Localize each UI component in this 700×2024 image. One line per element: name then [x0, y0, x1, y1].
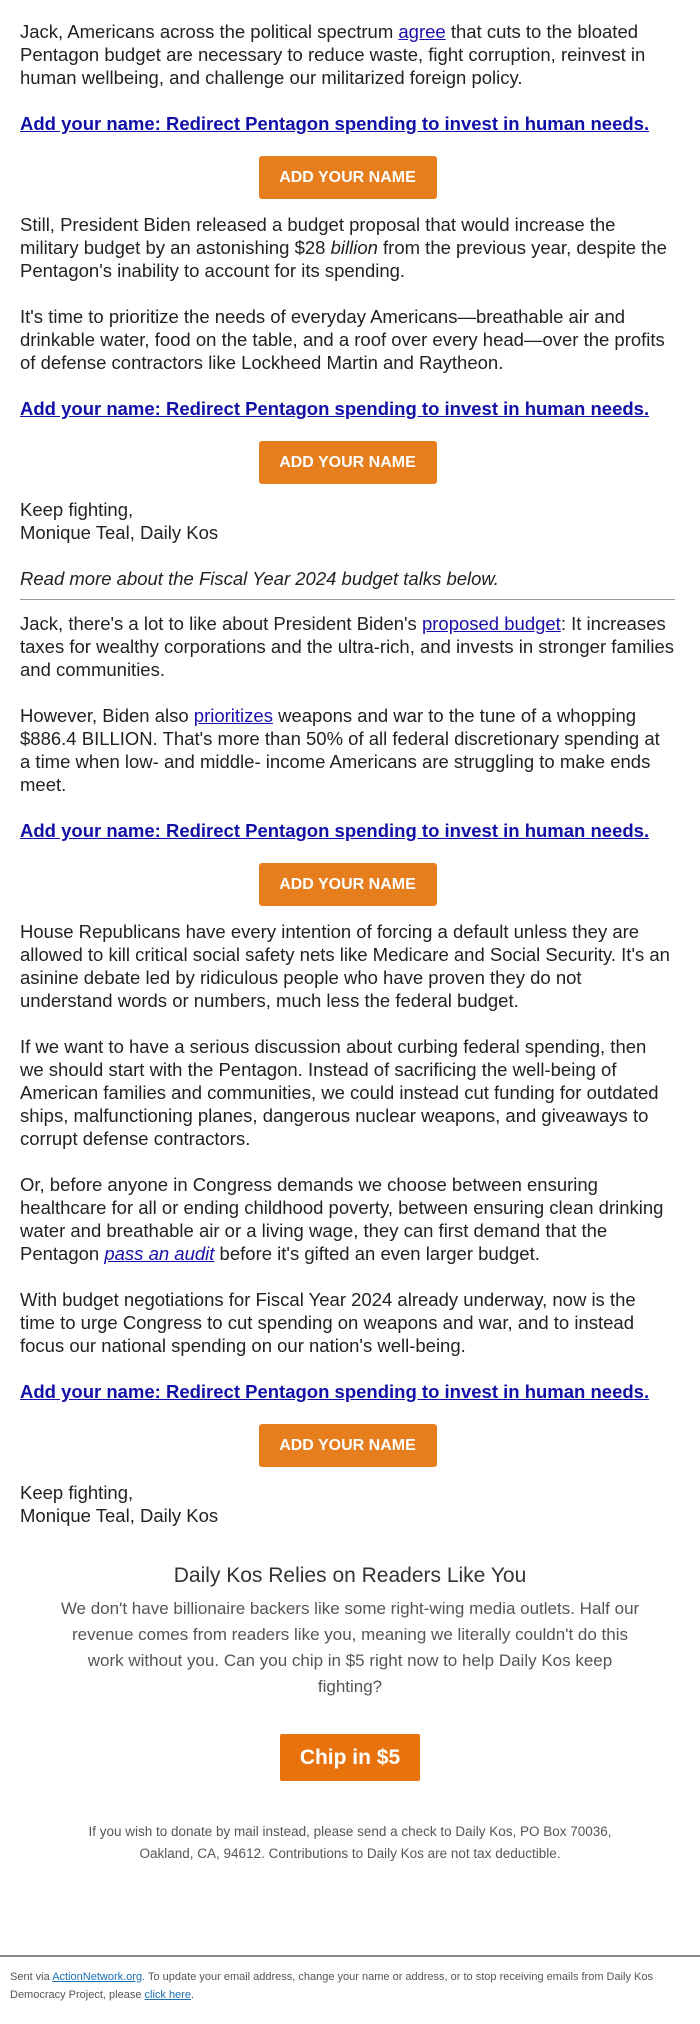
add-your-name-button[interactable]: ADD YOUR NAME [259, 441, 437, 484]
footer-divider [0, 1955, 700, 1957]
paragraph: Or, before anyone in Congress demands we choose between ensuring healthcare for all or ending childhood poverty, between ensuring clean drinking water and breathable air or a living wage, they can first demand that the Pentagon pass an audit before it's gifted an even larger budget. [20, 1174, 664, 1264]
paragraph: However, Biden also prioritizes weapons and war to the tune of a whopping $886.4 BILLION. That's more than 50% of all federal discretionary spending at a time when low- and middle- income Americans are struggling to make ends meet. [20, 705, 660, 795]
pass-an-audit-link[interactable]: pass an audit [104, 1243, 215, 1264]
add-name-link[interactable]: Add your name: Redirect Pentagon spending to invest in human needs. [20, 113, 650, 134]
support-body: We don't have billionaire backers like some right-wing media outlets. Half our revenue comes from readers like you, meaning we literally couldn't do this work without you. Can you chip in $5 right now to help Daily Kos keep fighting? [60, 1599, 640, 1696]
divider [20, 599, 675, 600]
add-name-link[interactable]: Add your name: Redirect Pentagon spending to invest in human needs. [20, 820, 650, 841]
agree-link[interactable]: agree [398, 21, 446, 42]
support-heading: Daily Kos Relies on Readers Like You [173, 1564, 527, 1587]
paragraph: Jack, there's a lot to like about President Biden's proposed budget: It increases taxes for wealthy corporations and the ultra-rich, and invests in stronger families and communities. [20, 613, 674, 680]
paragraph: If we want to have a serious discussion about curbing federal spending, then we should start with the Pentagon. Instead of sacrificing the well-being of American families and communities, we could instead cut funding for outdated ships, malfunctioning planes, dangerous nuclear weapons, and giveaways to corrupt defense contractors. [20, 1036, 659, 1149]
actionnetwork-link[interactable]: ActionNetwork.org [52, 1971, 143, 1983]
email-body [20, 20, 675, 1550]
support-section [60, 1560, 640, 1865]
add-name-link[interactable]: Add your name: Redirect Pentagon spending to invest in human needs. [20, 398, 650, 419]
mail-donation-note: If you wish to donate by mail instead, please send a check to Daily Kos, PO Box 70036, Oakland, CA, 94612. Contributions to Daily Kos are not tax deductible. [88, 1824, 612, 1861]
signoff: Keep fighting, Monique Teal, Daily Kos [20, 499, 219, 543]
chip-in-button[interactable]: Chip in $5 [280, 1734, 420, 1781]
paragraph: House Republicans have every intention of forcing a default unless they are allowed to kill critical social safety nets like Medicare and Social Security. It's an asinine debate led by ridiculous people who have proven they do not understand words or numbers, much less the federal budget. [20, 921, 670, 1011]
add-your-name-button[interactable]: ADD YOUR NAME [259, 863, 437, 906]
paragraph: Still, President Biden released a budget proposal that would increase the military budget by an astonishing $28 billion from the previous year, despite the Pentagon's inability to account for its spending. [20, 214, 667, 281]
prioritizes-link[interactable]: prioritizes [193, 705, 273, 726]
read-more-note: Read more about the Fiscal Year 2024 budget talks below. [20, 568, 499, 589]
add-your-name-button[interactable]: ADD YOUR NAME [259, 1424, 437, 1467]
signoff: Keep fighting, Monique Teal, Daily Kos [20, 1482, 219, 1526]
footer: Sent via ActionNetwork.org. To update your email address, change your name or address, or to stop receiving emails from Daily Kos Democracy Project, please click here. [10, 1971, 654, 2001]
paragraph: With budget negotiations for Fiscal Year 2024 already underway, now is the time to urge Congress to cut spending on weapons and war, and to instead focus our national spending on our nation's well-being. [20, 1289, 636, 1356]
intro-paragraph: Jack, Americans across the political spectrum agree that cuts to the bloated Pentagon budget are necessary to reduce waste, fight corruption, reinvest in human wellbeing, and challenge our militarized foreign policy. [20, 21, 646, 88]
unsubscribe-link[interactable]: click here [144, 1989, 191, 2001]
proposed-budget-link[interactable]: proposed budget [421, 613, 561, 634]
paragraph: It's time to prioritize the needs of everyday Americans—breathable air and drinkable water, food on the table, and a roof over every head—over the profits of defense contractors like Lockheed Martin and Raytheon. [20, 306, 665, 373]
add-name-link[interactable]: Add your name: Redirect Pentagon spending to invest in human needs. [20, 1381, 650, 1402]
add-your-name-button[interactable]: ADD YOUR NAME [259, 156, 437, 199]
